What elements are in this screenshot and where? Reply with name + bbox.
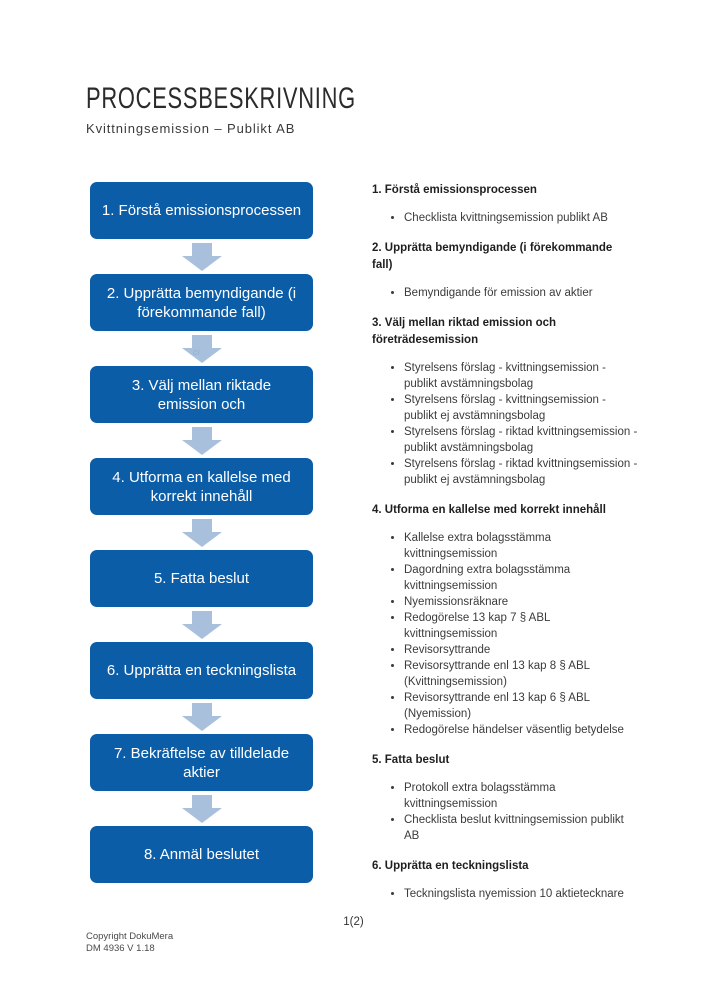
section-bullet-list bbox=[372, 886, 644, 902]
flow-step-label: 2. Upprätta bemyndigande (i förekommande fall) bbox=[106, 284, 297, 321]
arrow-stem bbox=[192, 427, 212, 440]
bullet-item: • Styrelsens förslag - riktad kvittningsemission - publikt avstämningsbolag bbox=[404, 424, 644, 456]
section-heading: 6. Upprätta en teckningslista bbox=[372, 860, 529, 872]
arrow-head bbox=[182, 532, 222, 547]
arrow-stem bbox=[192, 243, 212, 256]
flow-step-box bbox=[90, 458, 313, 515]
arrow-head bbox=[182, 440, 222, 455]
section-heading: 3. Välj mellan riktad emission och företrädesemission bbox=[372, 317, 557, 346]
down-arrow-icon bbox=[90, 239, 313, 274]
arrow-stem bbox=[192, 795, 212, 808]
section-heading: 2. Upprätta bemyndigande (i förekommande fall) bbox=[372, 242, 613, 271]
flow-step-label: 1. Förstå emissionsprocessen bbox=[101, 202, 302, 219]
bullet-item: • Redogörelse händelser väsentlig betydelse bbox=[404, 722, 644, 738]
flow-step-box bbox=[90, 182, 313, 239]
bullet-item: • Protokoll extra bolagsstämma kvittningsemission bbox=[404, 780, 644, 812]
bullet-item: • Bemyndigande för emission av aktier bbox=[404, 285, 644, 301]
flow-step-box bbox=[90, 274, 313, 331]
arrow-stem bbox=[192, 703, 212, 716]
section-heading: 5. Fatta beslut bbox=[372, 754, 450, 766]
down-arrow-icon bbox=[90, 515, 313, 550]
arrow-stem bbox=[192, 611, 212, 624]
bullet-item: • Nyemissionsräknare bbox=[404, 594, 644, 610]
section-heading: 4. Utforma en kallelse med korrekt innehåll bbox=[372, 504, 606, 516]
flow-step-label: 4. Utforma en kallelse med korrekt innehåll bbox=[112, 468, 291, 505]
flow-step-label: 6. Upprätta en teckningslista bbox=[106, 662, 297, 679]
bullet-item: • Styrelsens förslag - kvittningsemission - publikt avstämningsbolag bbox=[404, 360, 644, 392]
document-header bbox=[86, 84, 456, 136]
section-bullet-list bbox=[372, 210, 644, 226]
bullet-item: • Checklista beslut kvittningsemission publikt AB bbox=[404, 812, 644, 844]
overflow-text-fragment: ci bbox=[193, 347, 200, 357]
section-bullet-list bbox=[372, 530, 644, 738]
arrow-head bbox=[182, 348, 222, 363]
section-heading: 1. Förstå emissionsprocessen bbox=[372, 184, 537, 196]
page-subtitle: Kvittningsemission – Publikt AB bbox=[86, 121, 296, 136]
copyright-line: Copyright DokuMera bbox=[86, 931, 174, 942]
copyright-block bbox=[86, 931, 173, 955]
bullet-item: • Checklista kvittningsemission publikt AB bbox=[404, 210, 644, 226]
down-arrow-icon bbox=[90, 607, 313, 642]
page-number: 1(2) bbox=[343, 916, 364, 928]
arrow-stem bbox=[192, 335, 212, 348]
down-arrow-icon bbox=[90, 331, 313, 366]
bullet-item: • Styrelsens förslag - kvittningsemission - publikt ej avstämningsbolag bbox=[404, 392, 644, 424]
bullet-item: • Teckningslista nyemission 10 aktietecknare bbox=[404, 886, 644, 902]
bullet-item: • Revisorsyttrande enl 13 kap 6 § ABL (Nyemission) bbox=[404, 690, 644, 722]
down-arrow-icon bbox=[90, 791, 313, 826]
flow-step-box bbox=[90, 734, 313, 791]
bullet-item: • Kallelse extra bolagsstämma kvittningsemission bbox=[404, 530, 644, 562]
flow-step-label: 5. Fatta beslut bbox=[153, 570, 250, 587]
flow-step-label: 3. Välj mellan riktade emission och bbox=[131, 376, 272, 413]
document-version: DM 4936 V 1.18 bbox=[86, 943, 155, 954]
arrow-head bbox=[182, 716, 222, 731]
flow-step-box bbox=[90, 642, 313, 699]
process-flowchart bbox=[90, 182, 313, 883]
flow-step-box bbox=[90, 366, 313, 423]
down-arrow-icon bbox=[90, 423, 313, 458]
arrow-stem bbox=[192, 519, 212, 532]
document-outline bbox=[372, 182, 644, 916]
bullet-item: • Styrelsens förslag - riktad kvittningsemission - publikt ej avstämningsbolag bbox=[404, 456, 644, 488]
arrow-head bbox=[182, 624, 222, 639]
page-title: PROCESSBESKRIVNING bbox=[86, 82, 356, 115]
arrow-head bbox=[182, 808, 222, 823]
flow-step-label: 8. Anmäl beslutet bbox=[143, 846, 260, 863]
bullet-item: • Redogörelse 13 kap 7 § ABL kvittningsemission bbox=[404, 610, 644, 642]
section-bullet-list bbox=[372, 360, 644, 488]
bullet-item: • Revisorsyttrande bbox=[404, 642, 644, 658]
section-bullet-list bbox=[372, 285, 644, 301]
down-arrow-icon bbox=[90, 699, 313, 734]
section-bullet-list bbox=[372, 780, 644, 844]
arrow-head bbox=[182, 256, 222, 271]
bullet-item: • Revisorsyttrande enl 13 kap 8 § ABL (Kvittningsemission) bbox=[404, 658, 644, 690]
flow-step-box bbox=[90, 826, 313, 883]
bullet-item: • Dagordning extra bolagsstämma kvittningsemission bbox=[404, 562, 644, 594]
flow-step-box bbox=[90, 550, 313, 607]
flow-step-label: 7. Bekräftelse av tilldelade aktier bbox=[113, 744, 290, 781]
